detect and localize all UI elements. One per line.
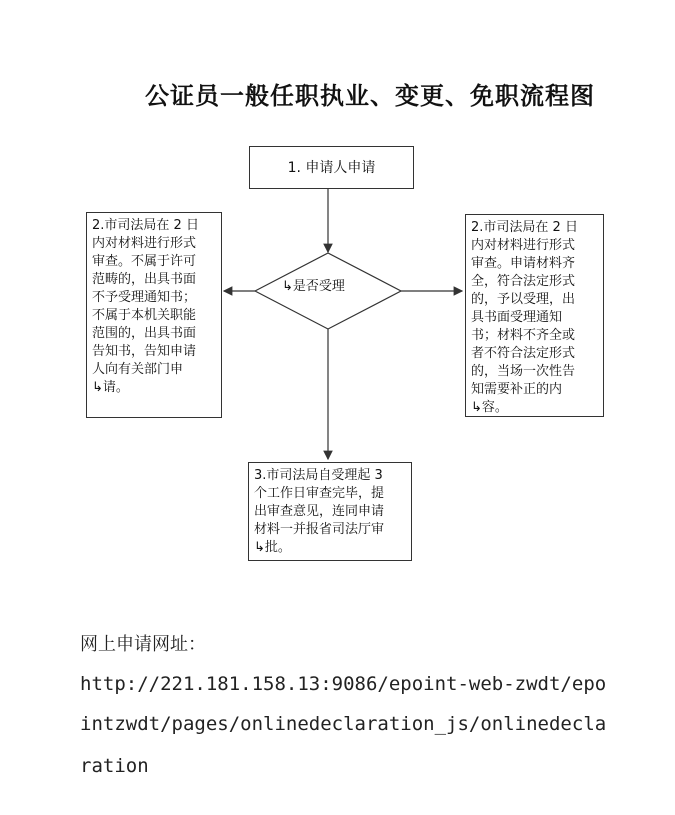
node-reject: 2.市司法局在 2 日 内对材料进行形式 审查。不属于许可 范畴的，出具书面 不予受理通知书； 不属于本机关职能 范围的，出具书面 告知书，告知申请 人向有关部门申 ↳请。 [86, 212, 222, 418]
node-review: 3.市司法局自受理起 3 个工作日审查完毕，提 出审查意见，连同申请 材料一并报省司法厅审 ↳批。 [248, 462, 412, 561]
online-apply-url-line-3: ration [80, 755, 149, 777]
diagram-title: 公证员一般任职执业、变更、免职流程图 [145, 81, 595, 110]
online-apply-url-line-2: intzwdt/pages/onlinedeclaration_js/onlinedecla [80, 713, 607, 735]
node-apply: 1. 申请人申请 [249, 146, 414, 189]
node-accept: 2.市司法局在 2 日 内对材料进行形式 审查。申请材料齐 全，符合法定形式 的，予以受理，出 具书面受理通知 书；材料不齐全或 者不符合法定形式 的，当场一次性告 知需要补正的内 ↳容。 [465, 214, 604, 417]
online-apply-url-line-1: http://221.181.158.13:9086/epoint-web-zwdt/epo [80, 673, 607, 695]
node-decision-label: ↳是否受理 [282, 279, 345, 294]
online-apply-label: 网上申请网址： [80, 634, 206, 655]
